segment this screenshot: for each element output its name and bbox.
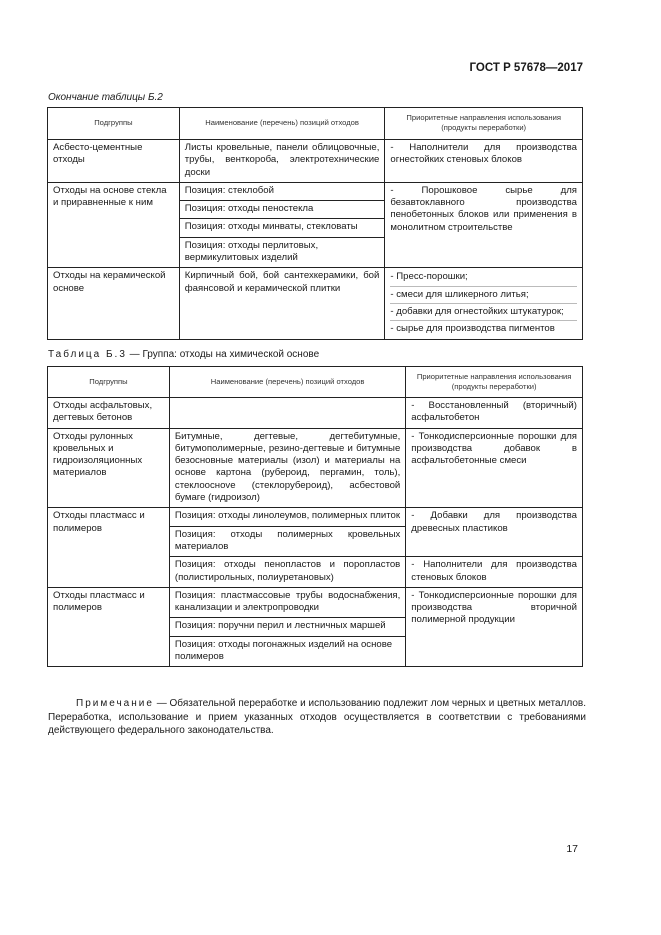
items-cell: Позиция: отходы полимерных кровельных материалов <box>169 526 405 557</box>
uses-list-cell <box>385 268 583 339</box>
table-b3-label: Таблица Б.3 <box>48 349 127 360</box>
subgroup-cell: Отходы на керамической основе <box>48 268 180 339</box>
uses-cell: - Порошковое сырье для безавтоклавного производства пенобетонных блоков или применения в монолитном строительстве <box>385 182 583 267</box>
page-number: 17 <box>566 843 578 855</box>
uses-cell: - Тонкодисперсионные порошки для производства добавок в асфальтобетонные смеси <box>406 428 583 508</box>
subgroup-cell: Отходы пластмасс и полимеров <box>48 587 170 666</box>
table-b2-end <box>47 107 583 340</box>
column-header-items: Наименование (перечень) позиций отходов <box>179 108 385 140</box>
items-cell: Позиция: отходы погонажных изделий на основе полимеров <box>169 636 405 667</box>
table-row <box>48 268 583 339</box>
table-b3-title: — Группа: отходы на химической основе <box>126 349 320 360</box>
note-label: Примечание <box>76 698 154 709</box>
column-header-uses: Приоритетные направления использования (продукты переработки) <box>406 367 583 398</box>
table-note <box>48 697 586 738</box>
table-b3-caption <box>48 349 319 360</box>
subgroup-cell: Асбесто-цементные отходы <box>48 140 180 183</box>
uses-cell: - Наполнители для производства стеновых блоков <box>406 557 583 588</box>
list-item: - смеси для шликерного литья; <box>390 287 577 304</box>
items-cell: Листы кровельные, панели облицовочные, трубы, венткороба, электротехнические доски <box>179 140 385 183</box>
list-item: - Пресс-порошки; <box>390 269 577 286</box>
items-cell: Позиция: отходы минваты, стекловаты <box>179 219 385 237</box>
column-header-items: Наименование (перечень) позиций отходов <box>169 367 405 398</box>
column-header-uses: Приоритетные направления использования (продукты переработки) <box>385 108 583 140</box>
table-row <box>48 508 583 526</box>
table-b3 <box>47 366 583 667</box>
table-row <box>48 140 583 183</box>
items-cell <box>169 398 405 429</box>
table-row <box>48 587 583 618</box>
items-cell: Позиция: отходы линолеумов, полимерных плиток <box>169 508 405 526</box>
subgroup-cell: Отходы рулонных кровельных и гидроизоляционных материалов <box>48 428 170 508</box>
table-header-row <box>48 108 583 140</box>
column-header-subgroups: Подгруппы <box>48 367 170 398</box>
items-cell: Битумные, дегтевые, дегтебитумные, битумополимерные, резино-дегтевые и битумные безосновные материалы (изол) и материалы на основе картона (рубероид, пергамин, толь), стеклоосноve (стеклорубероид), асбестовой бумаге (гидроизол) <box>169 428 405 508</box>
uses-cell: - Тонкодисперсионные порошки для производства вторичной полимерной продукции <box>406 587 583 666</box>
uses-cell: - Добавки для производства древесных пластиков <box>406 508 583 557</box>
items-cell: Позиция: отходы пенопластов и поропластов (полистирольных, полиуретановых) <box>169 557 405 588</box>
list-item: - сырье для производства пигментов <box>390 323 555 335</box>
subgroup-cell: Отходы пластмасс и полимеров <box>48 508 170 587</box>
list-item: - добавки для огнестойких штукатурок; <box>390 304 577 321</box>
items-cell: Позиция: стеклобой <box>179 182 385 200</box>
items-cell: Кирпичный бой, бой сантехкерамики, бой фаянсовой и керамической плитки <box>179 268 385 339</box>
note-text: — Обязательной переработке и использованию подлежит лом черных и цветных металлов. Переработка, использование и прием указанных отходов осуществляется в соответствии с требованиями действующего федерального законодательства. <box>48 698 586 736</box>
items-cell: Позиция: отходы перлитовых, вермикулитовых изделий <box>179 237 385 268</box>
items-cell: Позиция: поручни перил и лестничных маршей <box>169 618 405 636</box>
table-row <box>48 182 583 200</box>
subgroup-cell: Отходы асфальтовых, дегтевых бетонов <box>48 398 170 429</box>
items-cell: Позиция: отходы пеностекла <box>179 201 385 219</box>
standard-designation: ГОСТ Р 57678—2017 <box>469 62 583 74</box>
table-row <box>48 398 583 429</box>
table-b2-caption: Окончание таблицы Б.2 <box>48 92 163 103</box>
uses-cell: - Наполнители для производства огнестойких стеновых блоков <box>385 140 583 183</box>
table-header-row <box>48 367 583 398</box>
column-header-subgroups: Подгруппы <box>48 108 180 140</box>
uses-cell: - Восстановленный (вторичный) асфальтобетон <box>406 398 583 429</box>
table-row <box>48 428 583 508</box>
subgroup-cell: Отходы на основе стекла и приравненные к ним <box>48 182 180 267</box>
items-cell: Позиция: пластмассовые трубы водоснабжения, канализации и электропроводки <box>169 587 405 618</box>
